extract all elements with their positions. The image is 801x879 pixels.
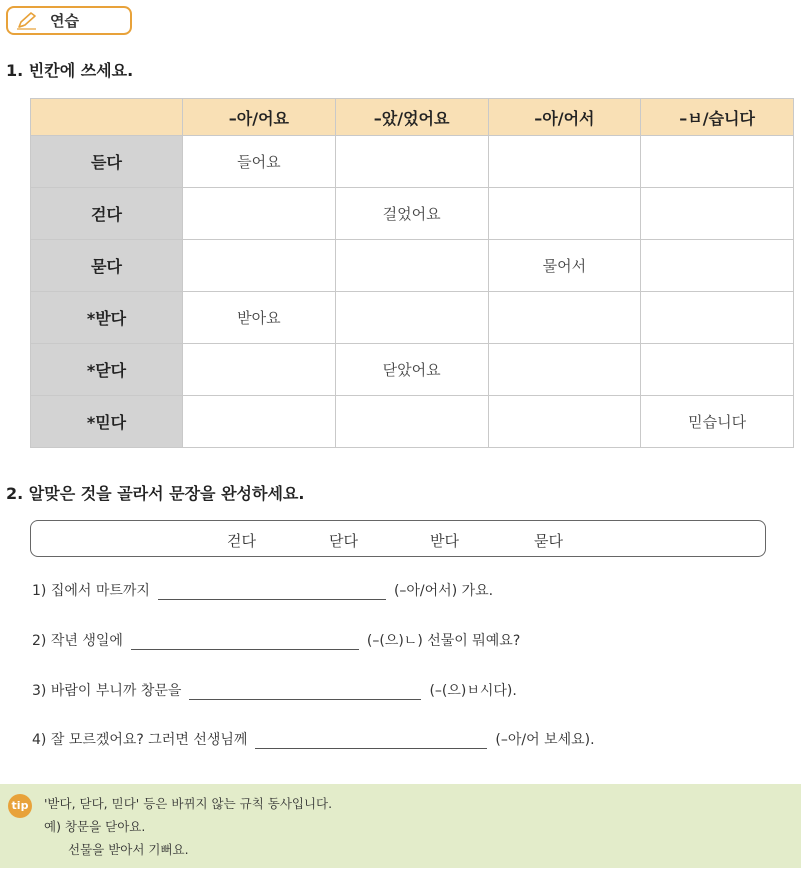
header-cell: –아/어요: [183, 99, 336, 136]
question-hint: (–아/어 보세요).: [495, 732, 595, 748]
word-bank-item: 묻다: [534, 532, 563, 550]
question-3: [32, 680, 517, 700]
verb-cell: *믿다: [31, 396, 183, 448]
answer-cell[interactable]: [641, 344, 794, 396]
answer-cell[interactable]: [183, 240, 336, 292]
question-4: [32, 729, 595, 749]
answer-cell[interactable]: [488, 292, 641, 344]
word-bank-item: 닫다: [329, 532, 358, 550]
answer-cell[interactable]: 들어요: [183, 136, 336, 188]
verb-cell: 묻다: [31, 240, 183, 292]
tip-line-1: '받다, 닫다, 믿다' 등은 바뀌지 않는 규칙 동사입니다.: [44, 796, 333, 811]
table-row: [31, 344, 794, 396]
table-header-row: [31, 99, 794, 136]
header-cell: –아/어서: [488, 99, 641, 136]
answer-cell[interactable]: [335, 240, 488, 292]
tip-box: [0, 784, 801, 868]
answer-cell[interactable]: 닫았어요: [335, 344, 488, 396]
answer-cell[interactable]: 걸었어요: [335, 188, 488, 240]
question-hint: (–(으)ㄴ) 선물이 뭐예요?: [366, 633, 521, 649]
answer-cell[interactable]: [335, 292, 488, 344]
word-bank: [30, 520, 766, 557]
answer-cell[interactable]: [488, 188, 641, 240]
answer-cell[interactable]: [641, 240, 794, 292]
badge-label: 연습: [50, 12, 79, 30]
answer-cell[interactable]: 물어서: [488, 240, 641, 292]
answer-cell[interactable]: [335, 136, 488, 188]
question-hint: (–아/어서) 가요.: [393, 583, 494, 599]
word-bank-item: 걷다: [227, 532, 256, 550]
question-hint: (–(으)ㅂ시다).: [429, 683, 517, 699]
table-row: [31, 136, 794, 188]
answer-blank[interactable]: [255, 732, 487, 749]
table-row: [31, 396, 794, 448]
answer-cell[interactable]: 받아요: [183, 292, 336, 344]
practice-badge: [6, 6, 132, 35]
tip-icon: tip: [8, 794, 32, 818]
answer-cell[interactable]: [488, 344, 641, 396]
answer-cell[interactable]: [488, 396, 641, 448]
question-text: 4) 잘 모르겠어요? 그러면 선생님께: [32, 732, 248, 748]
verb-cell: 듣다: [31, 136, 183, 188]
word-bank-item: 받다: [430, 532, 459, 550]
verb-cell: *닫다: [31, 344, 183, 396]
answer-cell[interactable]: [335, 396, 488, 448]
answer-blank[interactable]: [189, 683, 421, 700]
table-row: [31, 240, 794, 292]
answer-cell[interactable]: 믿습니다: [641, 396, 794, 448]
question-2: [32, 630, 520, 650]
header-cell: –ㅂ/습니다: [641, 99, 794, 136]
table-row: [31, 188, 794, 240]
section1-title: 1. 빈칸에 쓰세요.: [6, 61, 134, 80]
answer-cell[interactable]: [183, 188, 336, 240]
pencil-icon: [16, 12, 38, 30]
header-cell: –았/었어요: [335, 99, 488, 136]
question-text: 1) 집에서 마트까지: [32, 583, 150, 599]
answer-cell[interactable]: [641, 292, 794, 344]
answer-cell[interactable]: [641, 136, 794, 188]
verb-cell: 걷다: [31, 188, 183, 240]
answer-cell[interactable]: [488, 136, 641, 188]
conjugation-table: [30, 98, 794, 448]
question-text: 2) 작년 생일에: [32, 633, 123, 649]
answer-cell[interactable]: [183, 344, 336, 396]
tip-line-3: 선물을 받아서 기뻐요.: [68, 842, 189, 857]
tip-line-2: 예) 창문을 닫아요.: [44, 819, 146, 834]
table-row: [31, 292, 794, 344]
header-cell: [31, 99, 183, 136]
answer-blank[interactable]: [131, 633, 359, 650]
answer-cell[interactable]: [183, 396, 336, 448]
section2-title: 2. 알맞은 것을 골라서 문장을 완성하세요.: [6, 484, 305, 503]
verb-cell: *받다: [31, 292, 183, 344]
answer-blank[interactable]: [158, 583, 386, 600]
question-1: [32, 580, 493, 600]
answer-cell[interactable]: [641, 188, 794, 240]
question-text: 3) 바람이 부니까 창문을: [32, 683, 182, 699]
